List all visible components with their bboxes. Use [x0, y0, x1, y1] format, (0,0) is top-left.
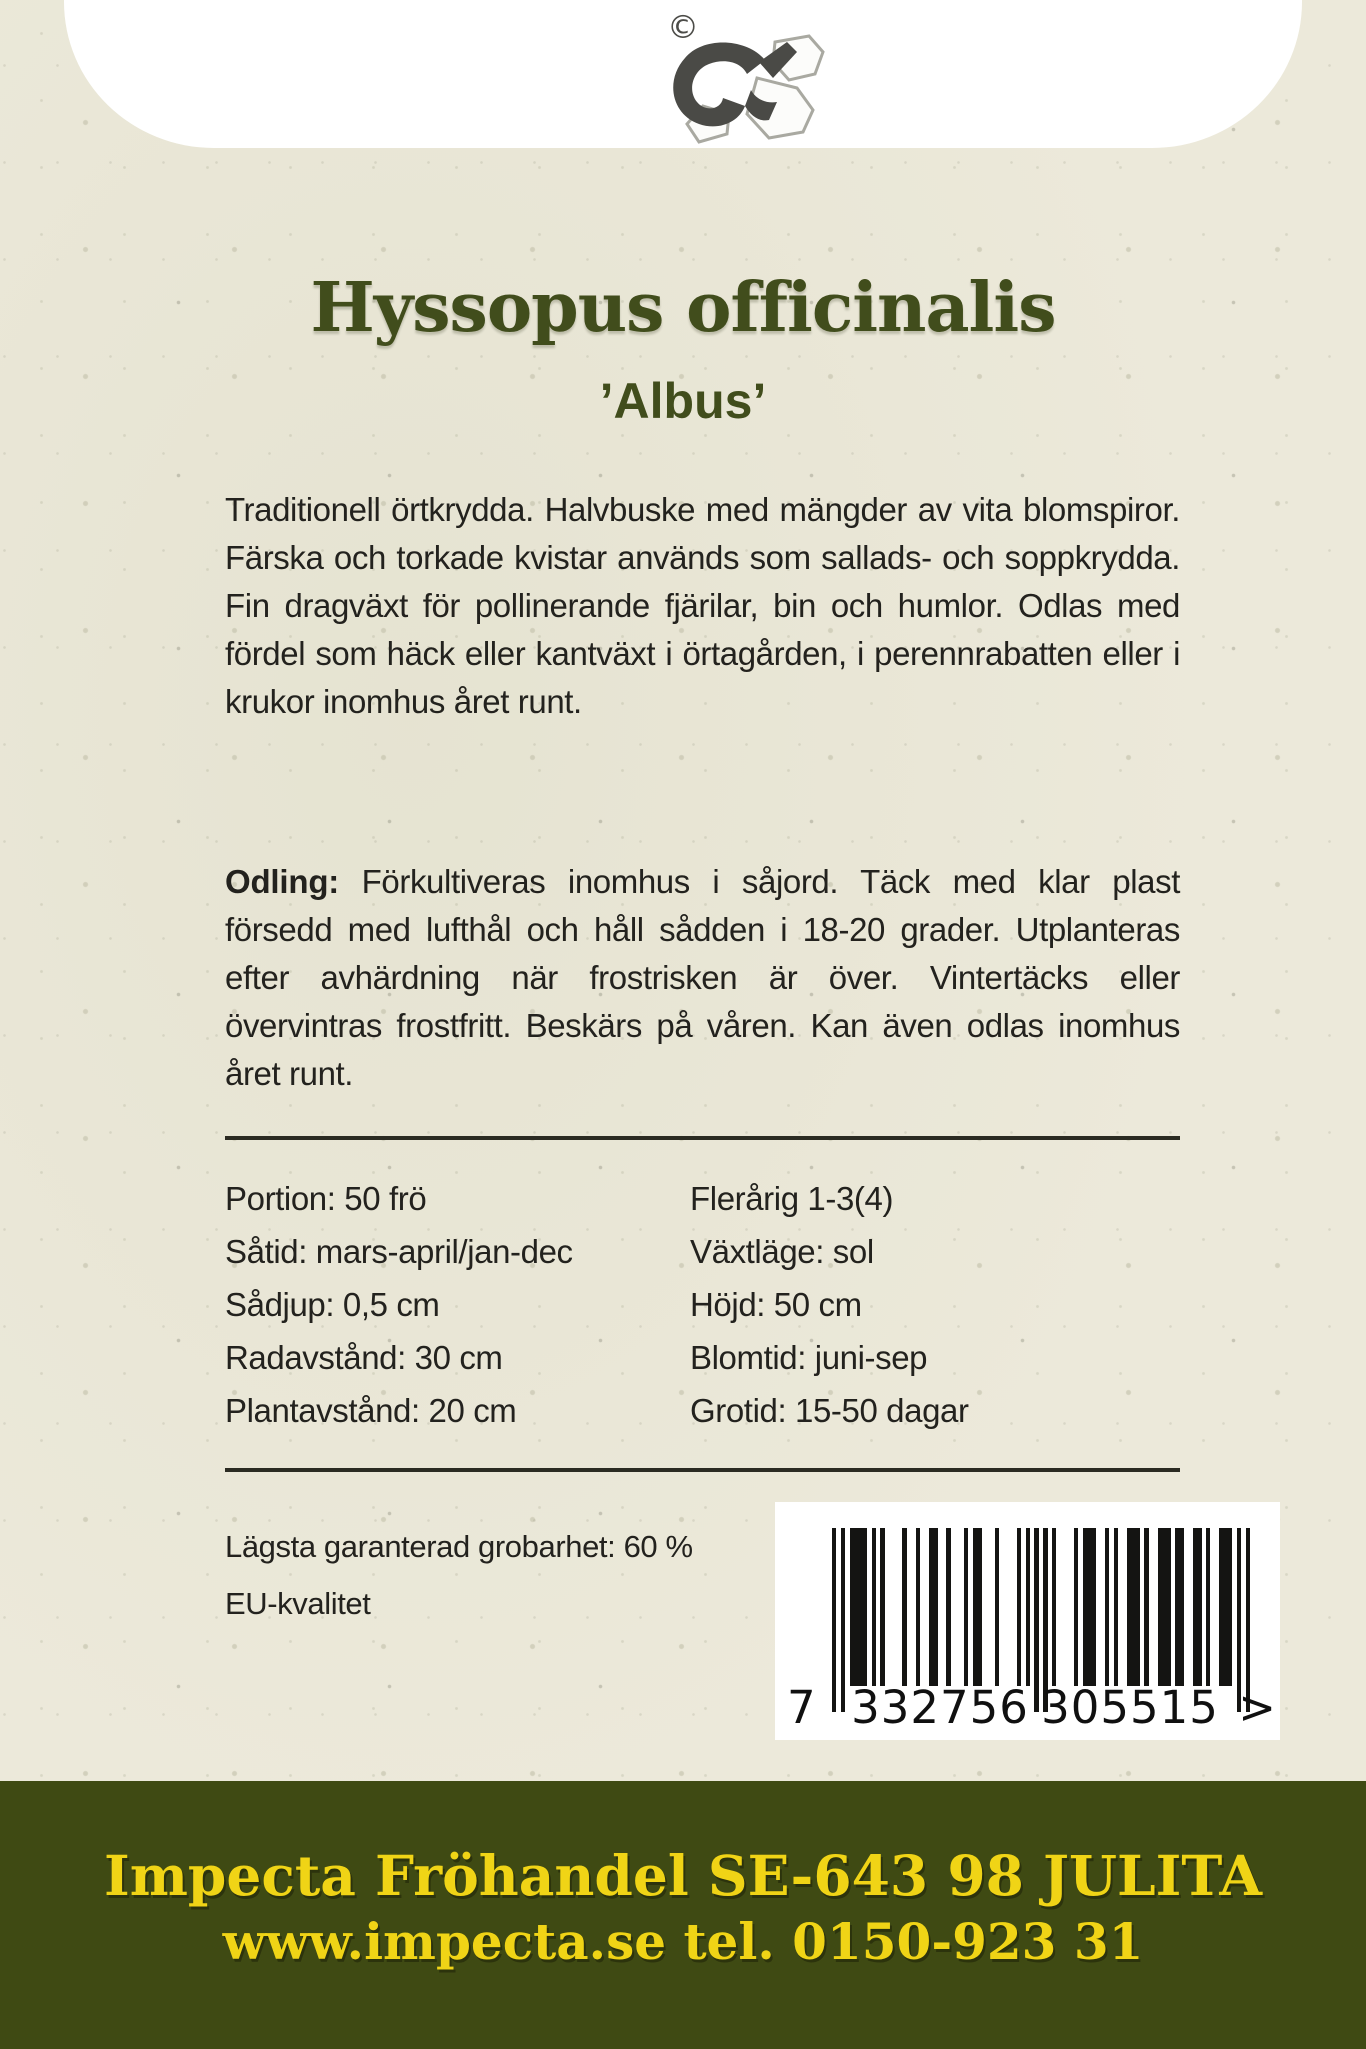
fact-row: Växtläge: sol: [690, 1233, 874, 1270]
fact-row: Flerårig 1-3(4): [690, 1180, 894, 1217]
divider-top: [225, 1136, 1180, 1140]
fact-row: Blomtid: juni-sep: [690, 1339, 928, 1376]
footer-contact: www.impecta.se tel. 0150-923 31: [222, 1912, 1144, 1971]
barcode-bar: [872, 1528, 876, 1686]
barcode-bar: [1175, 1528, 1184, 1686]
barcode-first-digit: 7: [787, 1681, 816, 1734]
variety-name: ’Albus’: [599, 373, 767, 429]
eu-quality-note: EU-kvalitet: [225, 1586, 371, 1621]
barcode-bar: [946, 1528, 950, 1686]
fact-row: Portion: 50 frö: [225, 1180, 427, 1217]
barcode-bar: [1105, 1528, 1109, 1686]
barcode: [775, 1502, 1280, 1740]
fact-row: Höjd: 50 cm: [690, 1286, 862, 1323]
barcode-bar: [1144, 1528, 1148, 1686]
fact-row: Radavstånd: 30 cm: [225, 1339, 503, 1376]
barcode-bar: [1017, 1528, 1021, 1686]
packet-top-tab: [64, 0, 1302, 148]
facts-column-right: [690, 1172, 1180, 1437]
facts-column-left: [225, 1172, 690, 1437]
barcode-bar: [1026, 1528, 1030, 1686]
barcode-bar: [1158, 1528, 1171, 1686]
barcode-group1: 332756: [851, 1681, 1029, 1734]
barcode-quiet-zone-arrow: >: [1238, 1681, 1276, 1734]
impecta-g-logo: [607, 34, 887, 146]
barcode-bar: [1074, 1528, 1078, 1686]
germination-note: Lägsta garanterad grobarhet: 60 %: [225, 1529, 693, 1564]
barcode-bar: [916, 1528, 920, 1686]
facts-table: [225, 1172, 1180, 1437]
barcode-bar: [995, 1528, 999, 1686]
barcode-bar: [1193, 1528, 1202, 1686]
divider-bottom: [225, 1468, 1180, 1472]
description-paragraph: Traditionell örtkrydda. Halvbuske med mängder av vita blomspiror. Färska och torkade kvistar används som sallads- och soppkrydda. Fin dragväxt för pollinerande fjärilar, bin och humlor. Odlas med fördel som häck eller kantväxt i örtagården, i perennrabatten eller i krukor inomhus året runt.: [225, 491, 1180, 720]
cultivation-label: Odling:: [225, 863, 340, 900]
cultivation-paragraph: [225, 858, 1180, 1098]
barcode-group2: 305515: [1041, 1681, 1219, 1734]
fact-row: Sådjup: 0,5 cm: [225, 1286, 440, 1323]
fact-row: Såtid: mars-april/jan-dec: [225, 1233, 573, 1270]
barcode-bar: [850, 1528, 868, 1686]
barcode-bar: [880, 1528, 884, 1686]
barcode-bar: [1052, 1528, 1056, 1686]
barcode-bar: [973, 1528, 982, 1686]
footer-address: Impecta Fröhandel SE-643 98 JULITA: [103, 1843, 1262, 1908]
barcode-bar: [902, 1528, 906, 1686]
fact-row: Grotid: 15-50 dagar: [690, 1392, 969, 1429]
barcode-bar: [1114, 1528, 1118, 1686]
barcode-bar: [1206, 1528, 1210, 1686]
barcode-bar: [1219, 1528, 1232, 1686]
barcode-bar: [964, 1528, 968, 1686]
fact-row: Plantavstånd: 20 cm: [225, 1392, 517, 1429]
quality-block: [225, 1518, 785, 1632]
plant-latin-name: Hyssopus officinalis: [310, 268, 1056, 348]
cultivation-text: Förkultiveras inomhus i såjord. Täck med klar plast försedd med lufthål och håll sådden i 18-20 grader. Utplanteras efter avhärdning när frostrisken är över. Vintertäcks eller övervintras frostfritt. Beskärs på våren. Kan även odlas inomhus året runt.: [225, 863, 1180, 1092]
footer-band: [0, 1781, 1366, 2049]
barcode-bar: [1127, 1528, 1140, 1686]
barcode-bar: [929, 1528, 938, 1686]
impecta-g-logo-graphic: [607, 34, 887, 146]
copyright-symbol: ©: [667, 8, 699, 46]
barcode-bar: [1083, 1528, 1096, 1686]
barcode-digits: [775, 1681, 1280, 1734]
